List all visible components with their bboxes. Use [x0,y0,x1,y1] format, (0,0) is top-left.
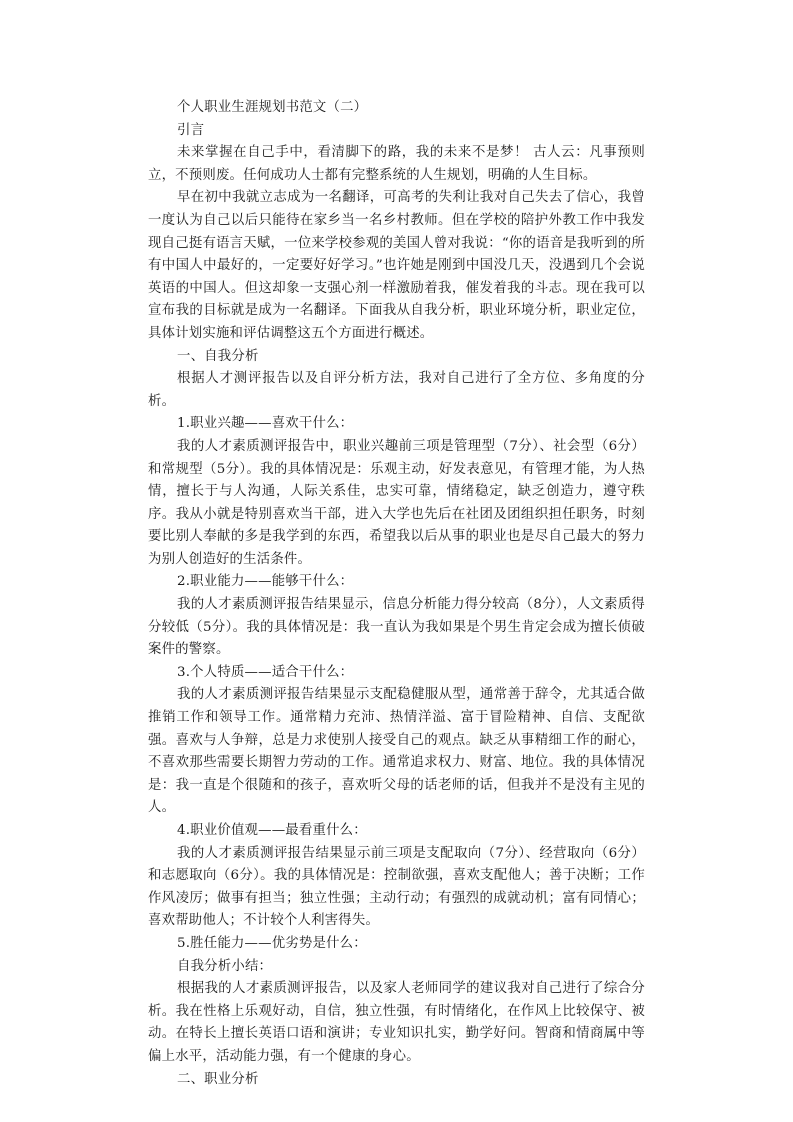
summary-heading: 自我分析小结： [177,958,273,974]
item3-subheading: 3.个人特质——适合干什么： [177,664,354,680]
item4-subheading: 4.职业价值观——最看重什么： [177,823,367,838]
item1-subheading: 1.职业兴趣——喜欢干什么： [177,416,354,432]
item2-subheading: 2.职业能力——能够干什么： [177,574,354,590]
item1-text: 我的人才素质测评报告中，职业兴趣前三项是管理型（7分）、社会型（6分）和常规型（5分）。我的具体情况是：乐观主动，好发表意见，有管理才能，为人热情，擅长于与人沟通，人际关系佳，忠实可靠，情绪稳定，缺乏创造力，遵守秩序。我从小就是特别喜欢当干部，进入大学也先后在社团及团组织担任职务，时刻要比别人奉献的多是我学到的东西，希望我以后从事的职业也是尽自己最大的努力为别人创造好的生活条件。 [148,438,645,567]
intro-paragraph-1: 未来掌握在自己手中，看清脚下的路，我的未来不是梦！ 古人云：凡事预则立，不预则废。任何成功人士都有完整系统的人生规划，明确的人生目标。 [148,145,645,183]
item5-subheading: 5.胜任能力——优劣势是什么： [177,935,367,951]
item3-text: 我的人才素质测评报告结果显示支配稳健服从型，通常善于辞令，尤其适合做推销工作和领导工作。通常精力充沛、热情洋溢、富于冒险精神、自信、支配欲强。喜欢与人争辩，总是力求使别人接受自己的观点。缺乏从事精细工作的耐心，不喜欢那些需要长期智力劳动的工作。通常追求权力、财富、地位。我的具体情况是：我一直是个很随和的孩子，喜欢听父母的话老师的话，但我并不是没有主见的人。 [148,687,645,816]
item4-text: 我的人才素质测评报告结果显示前三项是支配取向（7分）、经营取向（6分）和志愿取向（6分）。我的具体情况是：控制欲强，喜欢支配他人；善于决断；工作作风凌厉；做事有担当；独立性强；主动行动；有强烈的成就动机；富有同情心；喜欢帮助他人；不计较个人利害得失。 [148,845,645,929]
summary-text: 根据我的人才素质测评报告，以及家人老师同学的建议我对自己进行了综合分析。我在性格上乐观好动，自信，独立性强，有时情绪化，在作风上比较保守、被动。在特长上擅长英语口语和演讲；专业知识扎实，勤学好问。智商和情商属中等偏上水平，活动能力强，有一个健康的身心。 [148,981,645,1064]
intro-paragraph-2: 早在初中我就立志成为一名翻译，可高考的失利让我对自己失去了信心，我曾一度认为自己以后只能待在家乡当一名乡村教师。但在学校的陪护外教工作中我发现自己挺有语言天赋，一位来学校参观的美国人曾对我说：“你的语音是我听到的所有中国人中最好的，一定要好好学习。”也许她是刚到中国没几天，没遇到几个会说英语的中国人。但这却象一支强心剂一样激励着我，催发着我的斗志。现在我可以宣布我的目标就是成为一名翻译。下面我从自我分析，职业环境分析，职业定位，具体计划实施和评估调整这五个方面进行概述。 [148,190,645,341]
section2-heading: 二、职业分析 [177,1071,259,1087]
document-title: 个人职业生涯规划书范文（二） [177,100,368,115]
section1-heading: 一、自我分析 [177,348,259,364]
intro-heading: 引言 [177,122,205,138]
document-page [148,97,645,1091]
section1-intro: 根据人才测评报告以及自评分析方法，我对自己进行了全方位、多角度的分析。 [148,371,645,409]
item2-text: 我的人才素质测评报告结果显示，信息分析能力得分较高（8分），人文素质得分较低（5分）。我的具体情况是：我一直认为我如果是个男生肯定会成为擅长侦破案件的警察。 [148,597,645,658]
